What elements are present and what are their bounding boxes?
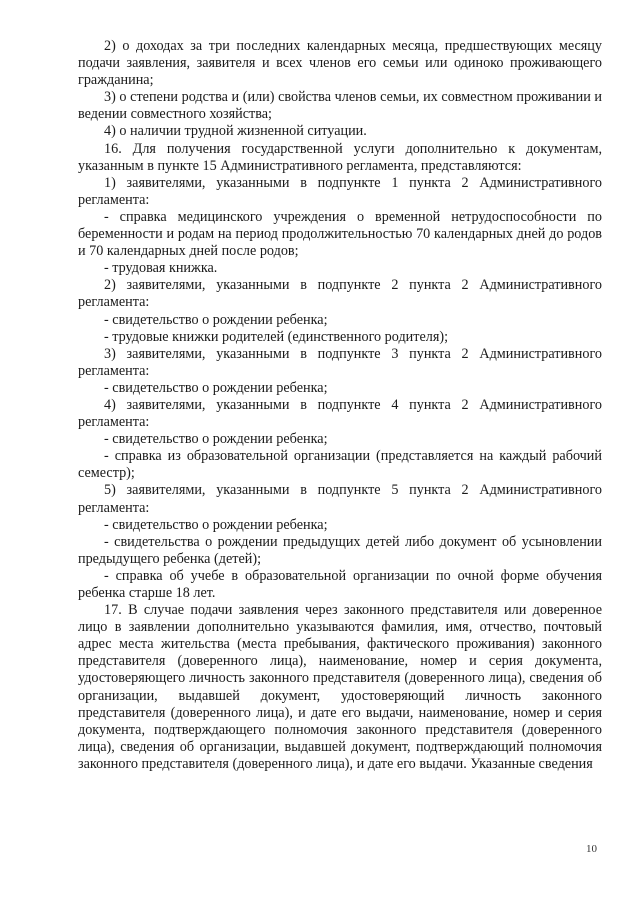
paragraph-applicants-5: 5) заявителями, указанными в подпункте 5 пункта 2 Административного регламента:	[78, 482, 602, 516]
paragraph-item-16: 16. Для получения государственной услуги дополнительно к документам, указанным в пункте 15 Административного регламента, представляются:	[78, 140, 602, 174]
list-item-birth-certificate: - свидетельство о рождении ребенка;	[104, 516, 328, 533]
paragraph-kinship: 3) о степени родства и (или) свойства членов семьи, их совместном проживании и ведении совместного хозяйства;	[78, 89, 602, 123]
list-item-education-certificate: - справка из образовательной организации (представляется на каждый рабочий семестр);	[78, 448, 602, 482]
list-item-study-certificate: - справка об учебе в образовательной организации по очной форме обучения ребенка старше 18 лет.	[78, 567, 602, 601]
list-item-birth-certificate: - свидетельство о рождении ребенка;	[104, 379, 328, 396]
paragraph-incomes: 2) о доходах за три последних календарных месяца, предшествующих месяцу подачи заявления, заявителя и всех членов его семьи или одиноко проживающего гражданина;	[78, 38, 602, 89]
list-item-parents-work-books: - трудовые книжки родителей (единственного родителя);	[104, 328, 449, 345]
paragraph-applicants-3: 3) заявителями, указанными в подпункте 3 пункта 2 Административного регламента:	[78, 345, 602, 379]
document-body	[78, 38, 602, 773]
list-item-birth-certificate: - свидетельство о рождении ребенка;	[104, 311, 328, 328]
list-item-work-book: - трудовая книжка.	[104, 260, 218, 277]
list-item-previous-children-certificates: - свидетельства о рождении предыдущих детей либо документ об усыновлении предыдущего ребенка (детей);	[78, 533, 602, 567]
list-item-birth-certificate: - свидетельство о рождении ребенка;	[104, 431, 328, 448]
list-item-medical-certificate: - справка медицинского учреждения о временной нетрудоспособности по беременности и родам на период продолжительностью 70 календарных дней до родов и 70 календарных дней после родов;	[78, 208, 602, 260]
paragraph-applicants-2: 2) заявителями, указанными в подпункте 2 пункта 2 Административного регламента:	[78, 277, 602, 311]
paragraph-item-17: 17. В случае подачи заявления через законного представителя или доверенное лицо в заявлении дополнительно указываются фамилия, имя, отчество, почтовый адрес места жительства (места пребывания, фактического проживания) законного представителя (доверенного лица), наименование, номер и серия документа, удостоверяющего личность законного представителя (доверенного лица), сведения об организации, выдавшей документ, удостоверяющий личность законного представителя (доверенного лица), и дате его выдачи, наименование, номер и серия документа, подтверждающего полномочия законного представителя (доверенного лица), сведения об организации, выдавшей документ, подтверждающий полномочия законного представителя (доверенного лица), и дате его выдачи. Указанные сведения	[78, 602, 602, 772]
paragraph-applicants-1: 1) заявителями, указанными в подпункте 1 пункта 2 Административного регламента:	[78, 174, 602, 208]
paragraph-applicants-4: 4) заявителями, указанными в подпункте 4 пункта 2 Административного регламента:	[78, 396, 602, 431]
paragraph-hardship: 4) о наличии трудной жизненной ситуации.	[104, 123, 367, 140]
page-number: 10	[586, 843, 597, 855]
